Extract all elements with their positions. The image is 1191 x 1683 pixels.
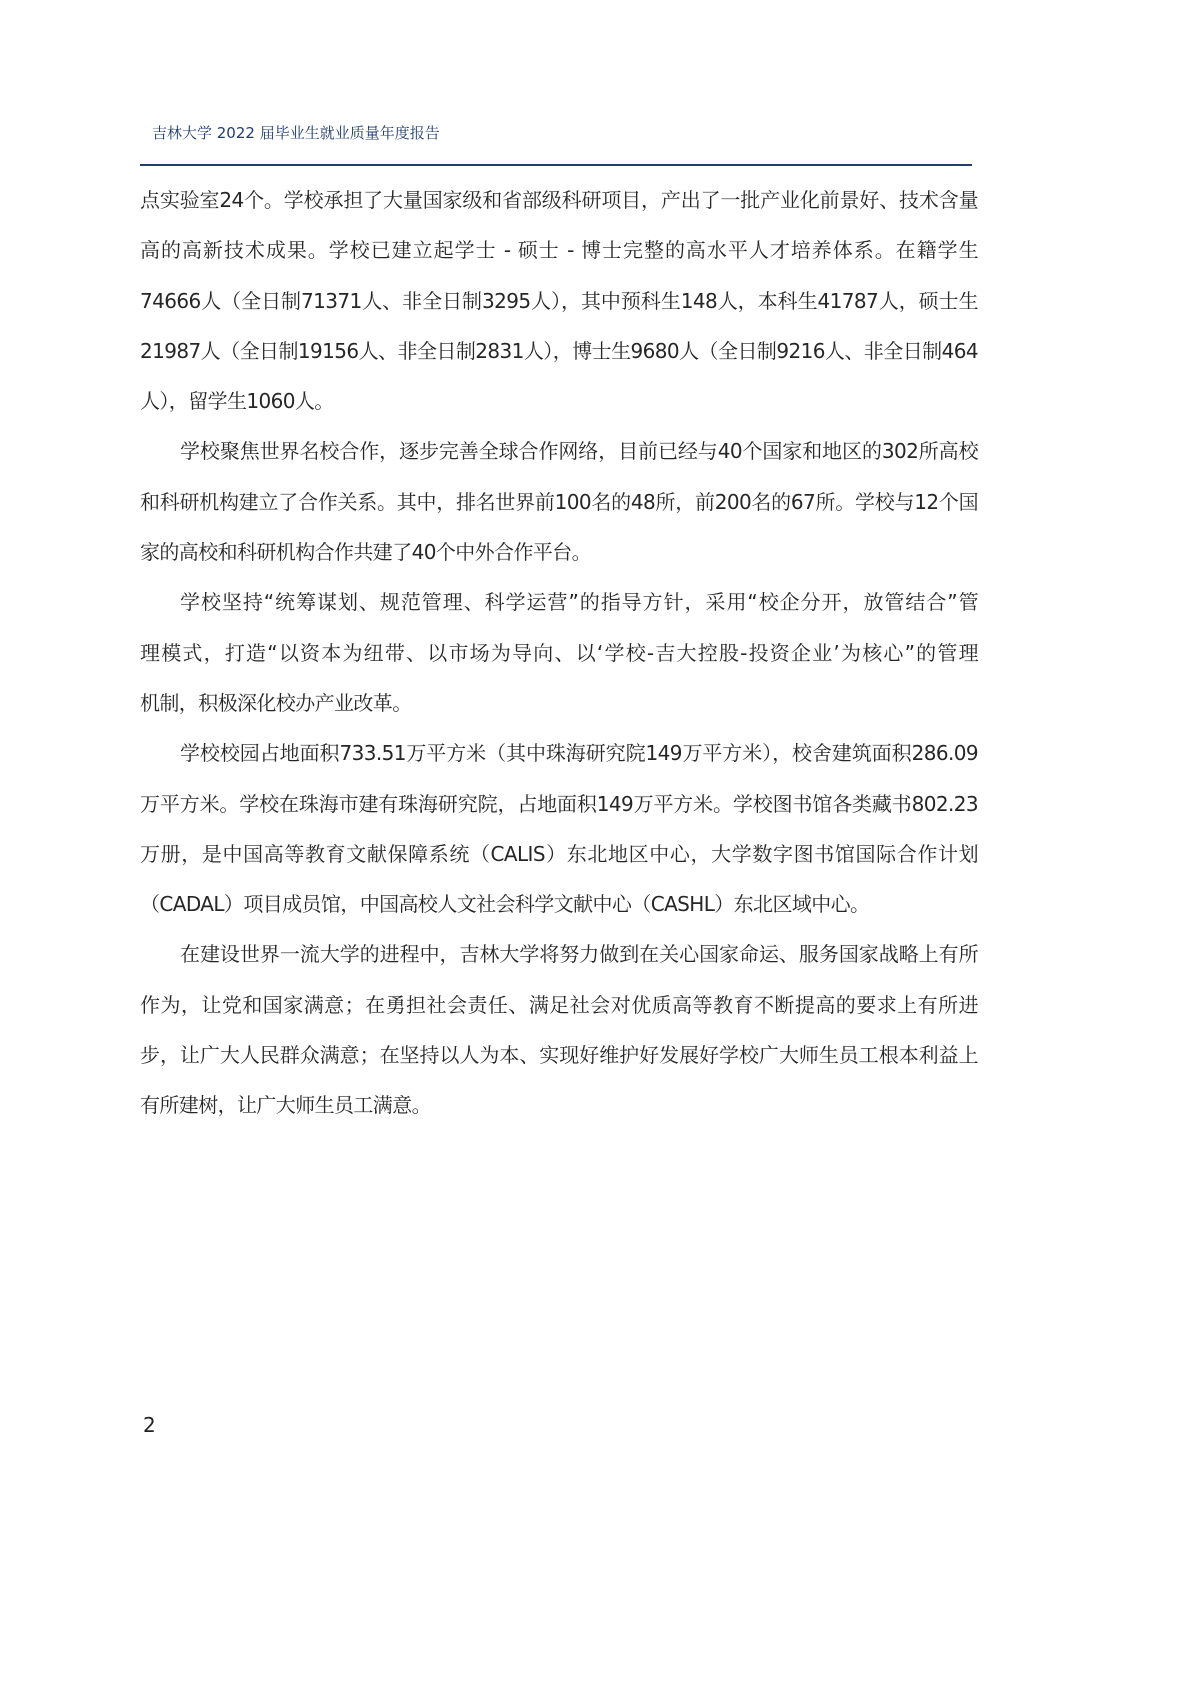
text-line: 理模式，打造“以资本为纽带、以市场为导向、以‘学校-吉大控股-投资企业’为核心”的管理 [140, 640, 978, 665]
page-number: 2 [143, 1413, 156, 1437]
paragraph [140, 433, 978, 584]
text-line: 学校聚焦世界名校合作，逐步完善全球合作网络，目前已经与40个国家和地区的302所高校 [180, 439, 978, 464]
text-line: 74666人（全日制71371人、非全日制3295人），其中预科生148人，本科生41787人，硕士生 [140, 288, 978, 313]
text-line: 学校坚持“统筹谋划、规范管理、科学运营”的指导方针，采用“校企分开，放管结合”管 [180, 590, 978, 615]
text-line: 步，让广大人民群众满意；在坚持以人为本、实现好维护好发展好学校广大师生员工根本利益上 [140, 1043, 978, 1068]
paragraph [140, 936, 978, 1137]
text-line: 点实验室24个。学校承担了大量国家级和省部级科研项目，产出了一批产业化前景好、技术含量 [140, 188, 978, 212]
text-line: 人），留学生1060人。 [140, 389, 334, 414]
header-rule [140, 164, 972, 166]
text-line: 21987人（全日制19156人、非全日制2831人），博士生9680人（全日制9216人、非全日制464 [140, 338, 978, 363]
text-line: 万册，是中国高等教育文献保障系统（CALIS）东北地区中心，大学数字图书馆国际合作计划 [140, 841, 978, 866]
text-line: 万平方米。学校在珠海市建有珠海研究院，占地面积149万平方米。学校图书馆各类藏书802.23 [140, 791, 978, 816]
text-line: 在建设世界一流大学的进程中，吉林大学将努力做到在关心国家命运、服务国家战略上有所 [180, 942, 978, 967]
paragraph [140, 182, 978, 433]
running-header: 吉林大学 2022 届毕业生就业质量年度报告 [152, 124, 440, 142]
text-line: 有所建树，让广大师生员工满意。 [140, 1093, 431, 1118]
text-line: 学校校园占地面积733.51万平方米（其中珠海研究院149万平方米），校舍建筑面积286.09 [180, 741, 978, 766]
text-line: 机制，积极深化校办产业改革。 [140, 690, 412, 715]
text-line: （CADAL）项目成员馆，中国高校人文社会科学文献中心（CASHL）东北区域中心。 [140, 892, 870, 917]
text-line: 作为，让党和国家满意；在勇担社会责任、满足社会对优质高等教育不断提高的要求上有所进 [140, 992, 978, 1017]
paragraph [140, 735, 978, 936]
document-body [140, 182, 978, 1138]
paragraph [140, 584, 978, 735]
text-line: 和科研机构建立了合作关系。其中，排名世界前100名的48所，前200名的67所。学校与12个国 [140, 489, 978, 514]
text-line: 高的高新技术成果。学校已建立起学士 - 硕士 - 博士完整的高水平人才培养体系。在籍学生 [140, 238, 978, 263]
text-line: 家的高校和科研机构合作共建了40个中外合作平台。 [140, 540, 592, 565]
